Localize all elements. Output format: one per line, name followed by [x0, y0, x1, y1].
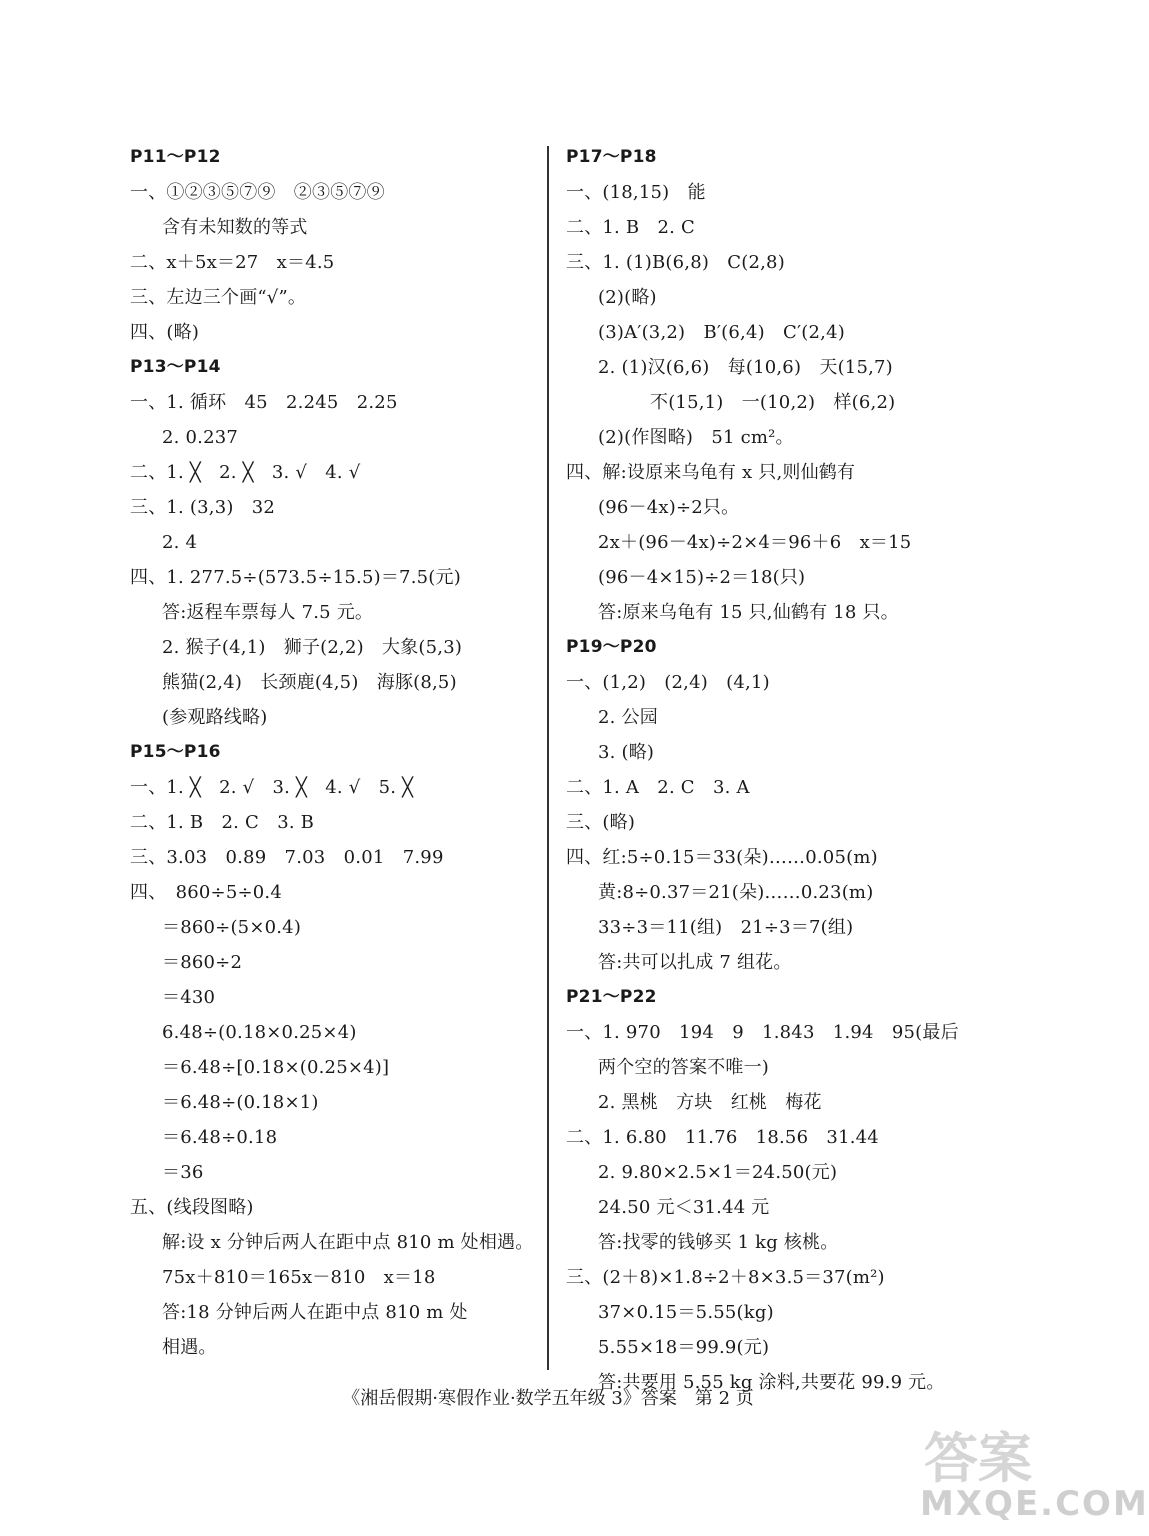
- answer-line: 答:共可以扎成 7 组花。: [598, 952, 792, 973]
- answer-line: (2)(作图略) 51 cm²。: [598, 427, 794, 448]
- section-heading: P15～P16: [130, 742, 221, 762]
- answer-line: 四、解:设原来乌龟有 x 只,则仙鹤有: [566, 462, 856, 483]
- answer-line: 一、1. ╳ 2. √ 3. ╳ 4. √ 5. ╳: [130, 777, 414, 798]
- answer-line: 一、①②③⑤⑦⑨ ②③⑤⑦⑨: [130, 182, 385, 203]
- answer-line: 二、1. A 2. C 3. A: [566, 777, 750, 798]
- answer-line: 24.50 元＜31.44 元: [598, 1197, 770, 1218]
- section-heading: P17～P18: [566, 147, 657, 167]
- answer-line: 四、1. 277.5÷(573.5÷15.5)＝7.5(元): [130, 567, 461, 588]
- answer-line: 二、1. 6.80 11.76 18.56 31.44: [566, 1127, 879, 1148]
- answer-line: 三、(2＋8)×1.8÷2＋8×3.5＝37(m²): [566, 1267, 885, 1288]
- watermark-logo: 答案: [924, 1427, 1032, 1490]
- page-footer: 《湘岳假期·寒假作业·数学五年级 3》答案 第 2 页: [342, 1388, 754, 1409]
- answer-line: 一、(1,2) (2,4) (4,1): [566, 672, 770, 693]
- answer-line: 5.55×18＝99.9(元): [598, 1337, 770, 1358]
- answer-line: 三、1. (3,3) 32: [130, 497, 276, 518]
- answer-line: 答:找零的钱够买 1 kg 核桃。: [598, 1232, 839, 1253]
- left-answer-column: [130, 140, 540, 1365]
- answer-line: ＝860÷(5×0.4): [162, 917, 302, 938]
- answer-line: 33÷3＝11(组) 21÷3＝7(组): [598, 917, 854, 938]
- answer-line: 黄:8÷0.37＝21(朵)……0.23(m): [598, 882, 874, 903]
- answer-line: ＝6.48÷[0.18×(0.25×4)]: [162, 1057, 390, 1078]
- answer-line: 含有未知数的等式: [162, 217, 308, 238]
- answer-line: 熊猫(2,4) 长颈鹿(4,5) 海豚(8,5): [162, 672, 457, 693]
- answer-line: ＝6.48÷(0.18×1): [162, 1092, 319, 1113]
- answer-line: (96－4×15)÷2＝18(只): [598, 567, 806, 588]
- answer-line: 一、1. 970 194 9 1.843 1.94 95(最后: [566, 1022, 959, 1043]
- answer-line: (96－4x)÷2只。: [598, 497, 740, 518]
- answer-line: ＝860÷2: [162, 952, 243, 973]
- answer-line: 两个空的答案不唯一): [598, 1057, 770, 1078]
- answer-line: 二、1. ╳ 2. ╳ 3. √ 4. √: [130, 462, 361, 483]
- answer-line: 3. (略): [598, 742, 655, 763]
- answer-line: 答:原来乌龟有 15 只,仙鹤有 18 只。: [598, 602, 899, 623]
- answer-line: 二、1. B 2. C 3. B: [130, 812, 315, 833]
- answer-line: 二、1. B 2. C: [566, 217, 695, 238]
- answer-line: 三、(略): [566, 812, 636, 833]
- answer-line: 2. 9.80×2.5×1＝24.50(元): [598, 1162, 838, 1183]
- answer-line: (参观路线略): [162, 707, 268, 728]
- answer-line: 解:设 x 分钟后两人在距中点 810 m 处相遇。: [162, 1232, 534, 1253]
- answer-line: 2. 4: [162, 532, 198, 553]
- answer-line: 2. 猴子(4,1) 狮子(2,2) 大象(5,3): [162, 637, 463, 658]
- answer-line: 2. 黑桃 方块 红桃 梅花: [598, 1092, 822, 1113]
- answer-line: 不(15,1) 一(10,2) 样(6,2): [650, 392, 896, 413]
- section-heading: P21～P22: [566, 987, 657, 1007]
- answer-line: 答:返程车票每人 7.5 元。: [162, 602, 374, 623]
- answer-line: ＝6.48÷0.18: [162, 1127, 278, 1148]
- answer-line: 三、3.03 0.89 7.03 0.01 7.99: [130, 847, 444, 868]
- answer-line: 四、(略): [130, 322, 200, 343]
- answer-line: 75x＋810＝165x－810 x＝18: [162, 1267, 436, 1288]
- answer-line: 五、(线段图略): [130, 1197, 254, 1218]
- answer-line: 答:18 分钟后两人在距中点 810 m 处: [162, 1302, 468, 1323]
- answer-line: 二、x＋5x＝27 x＝4.5: [130, 252, 335, 273]
- answer-line: ＝430: [162, 987, 216, 1008]
- answer-line: 相遇。: [162, 1337, 217, 1358]
- answer-line: 四、 860÷5÷0.4: [130, 882, 282, 903]
- section-heading: P11～P12: [130, 147, 221, 167]
- answer-line: (3)A′(3,2) B′(6,4) C′(2,4): [598, 322, 845, 343]
- answer-line: 6.48÷(0.18×0.25×4): [162, 1022, 357, 1043]
- answer-line: 2. (1)汉(6,6) 每(10,6) 天(15,7): [598, 357, 893, 378]
- answer-line: 一、(18,15) 能: [566, 182, 706, 203]
- right-answer-column: [566, 140, 986, 1400]
- answer-line: 四、红:5÷0.15＝33(朵)……0.05(m): [566, 847, 878, 868]
- answer-line: 2. 0.237: [162, 427, 239, 448]
- answer-line: 三、左边三个画“√”。: [130, 287, 307, 308]
- answer-line: 一、1. 循环 45 2.245 2.25: [130, 392, 398, 413]
- answer-line: 答:共要用 5.55 kg 涂料,共要花 99.9 元。: [598, 1372, 945, 1393]
- answer-line: 三、1. (1)B(6,8) C(2,8): [566, 252, 785, 273]
- section-heading: P19～P20: [566, 637, 657, 657]
- column-divider: [547, 146, 549, 1370]
- section-heading: P13～P14: [130, 357, 221, 377]
- answer-line: 2x＋(96－4x)÷2×4＝96＋6 x＝15: [598, 532, 912, 553]
- answer-line: 2. 公园: [598, 707, 658, 728]
- answer-line: (2)(略): [598, 287, 657, 308]
- watermark: [910, 1408, 1149, 1528]
- watermark-text: MXQE.COM: [920, 1484, 1149, 1524]
- answer-line: 37×0.15＝5.55(kg): [598, 1302, 774, 1323]
- answer-line: ＝36: [162, 1162, 204, 1183]
